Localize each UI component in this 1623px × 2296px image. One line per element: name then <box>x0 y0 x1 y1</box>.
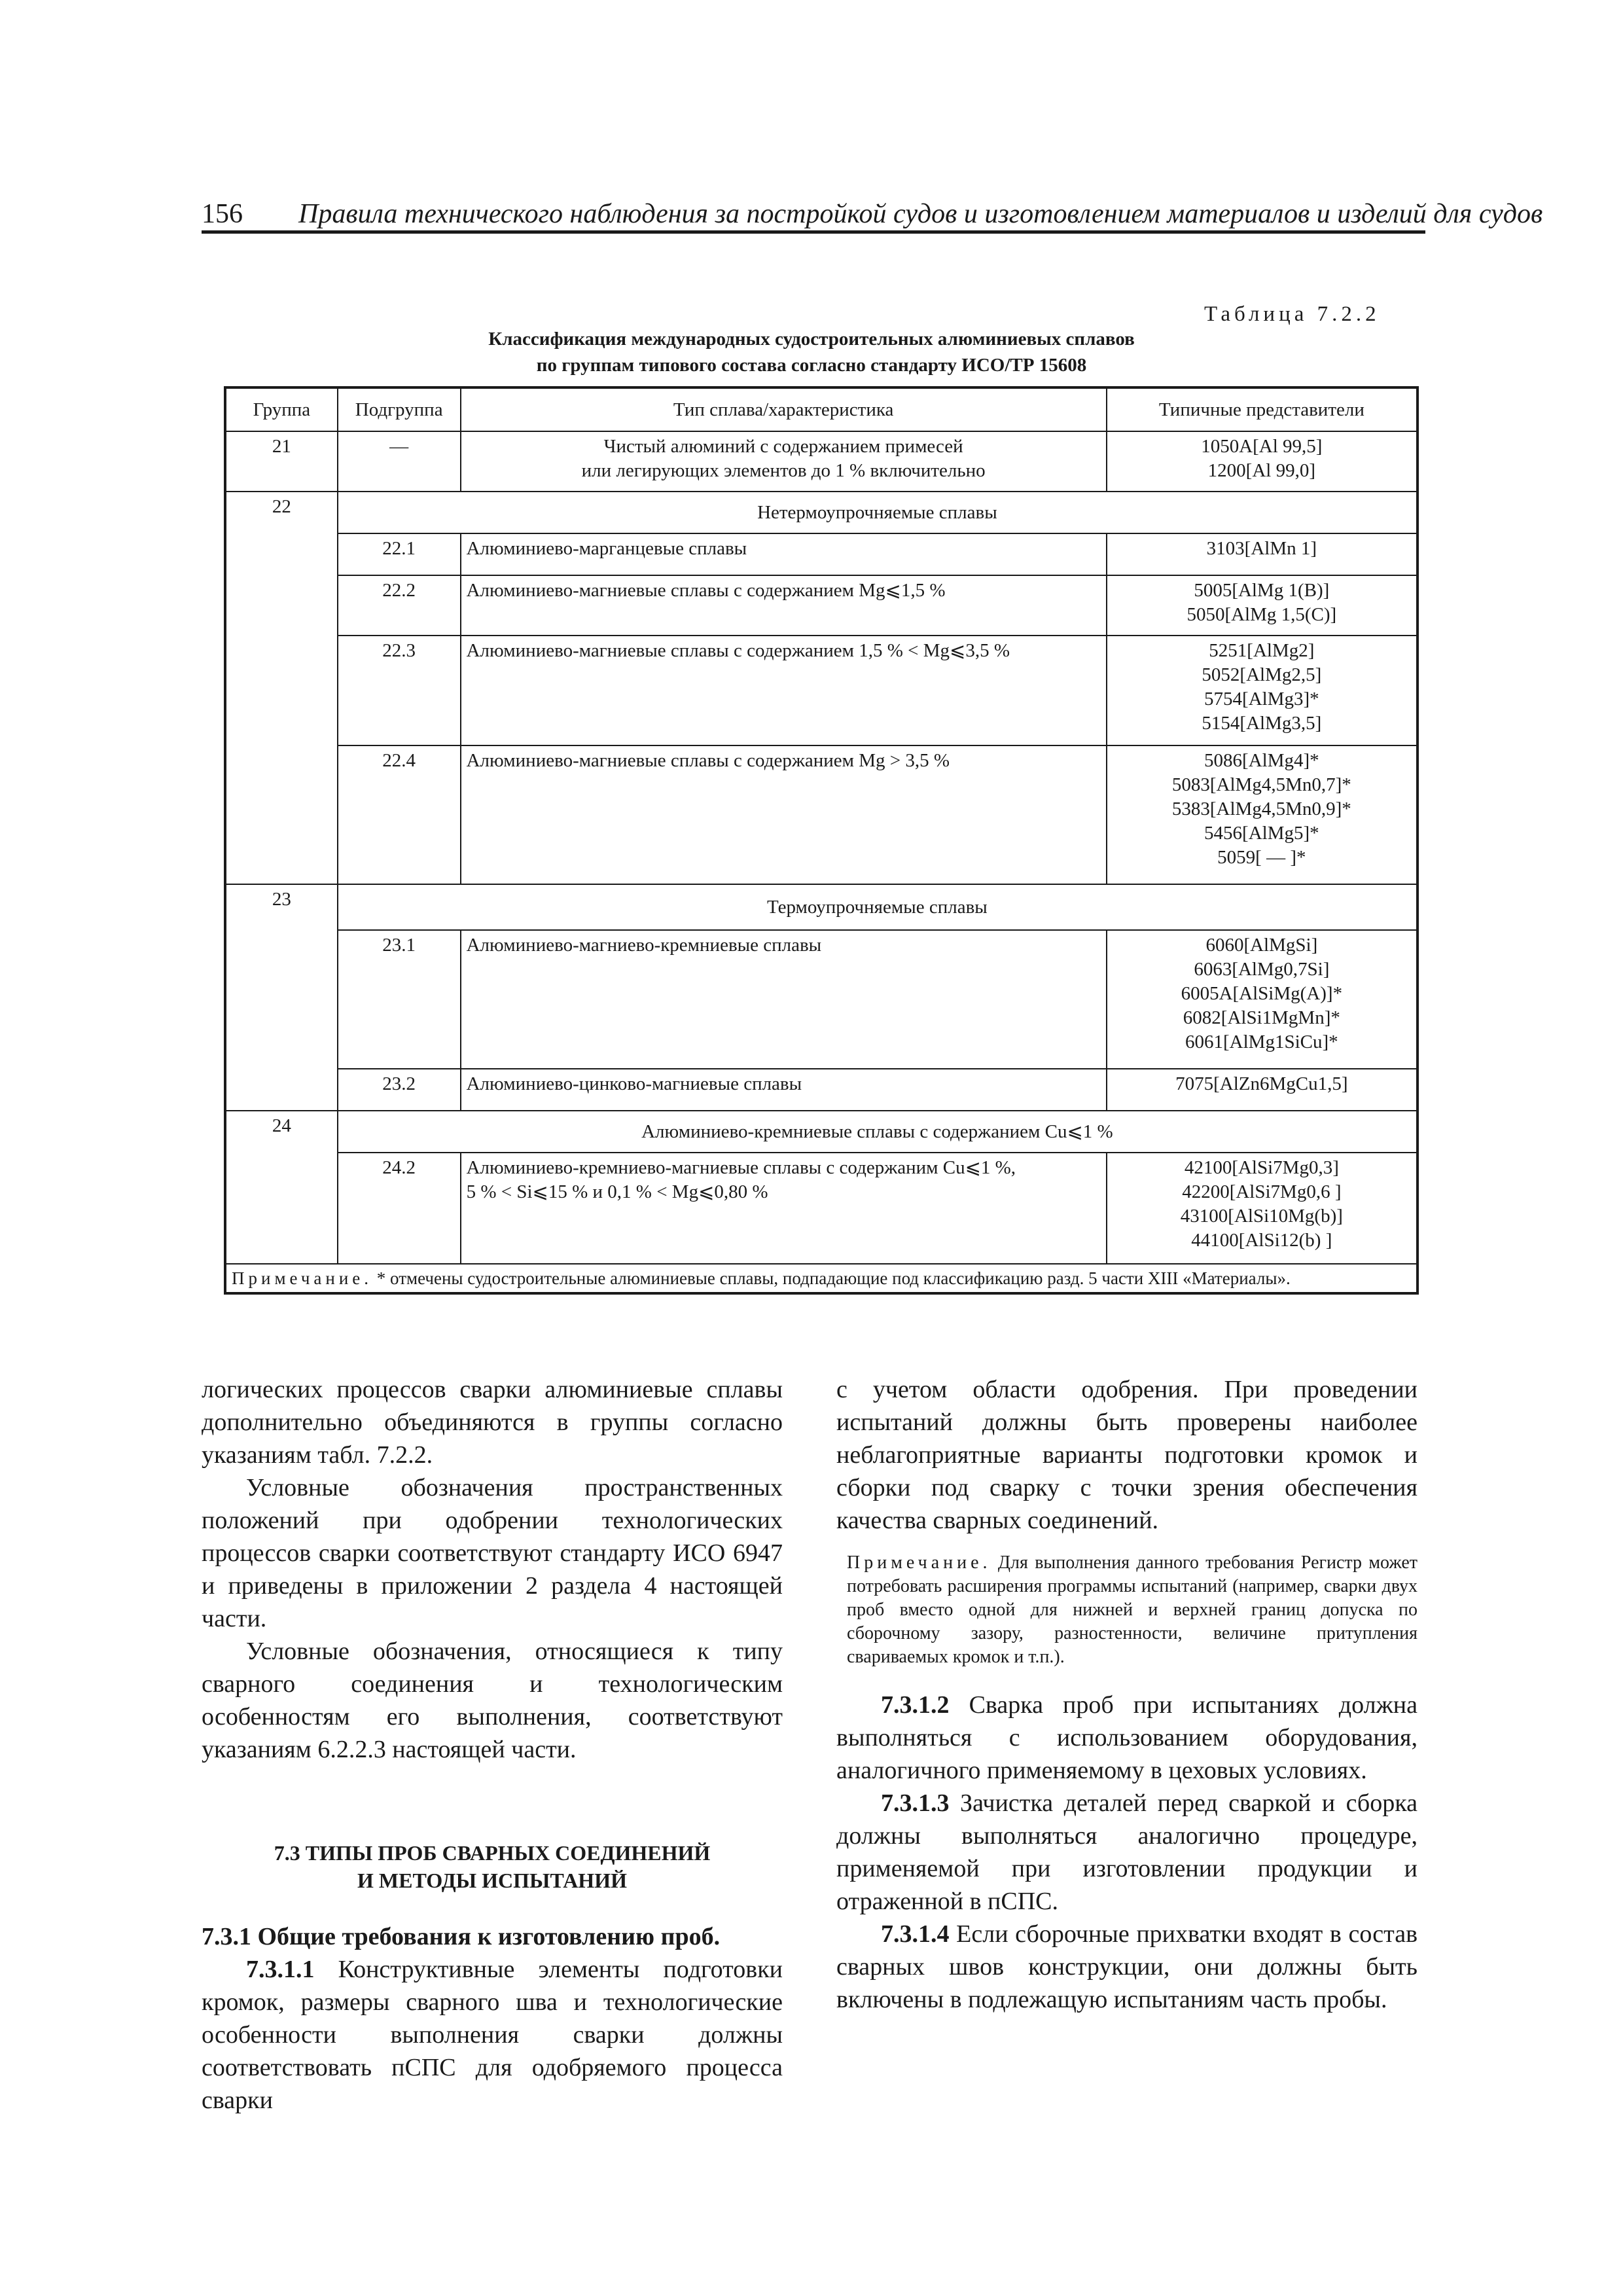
representative: 1200[Al 99,0] <box>1207 460 1315 481</box>
paragraph: логических процессов сварки алюминиевые сплавы дополнительно объединяются в группы согласно указаниям табл. 7.2.2. <box>202 1376 783 1469</box>
representatives-cell <box>1107 1153 1418 1264</box>
representative: 6060[AlMgSi] <box>1205 935 1318 956</box>
table-header-row <box>225 387 1418 431</box>
subsection-heading: 7.3.1 Общие требования к изготовлению проб. <box>202 1923 721 1950</box>
paragraph <box>836 1689 1418 1787</box>
table-row <box>225 431 1418 492</box>
table-row <box>225 884 1418 930</box>
type-cell: Алюминиево-магниевые сплавы с содержанием 1,5 % < Mg⩽3,5 % <box>461 636 1107 745</box>
paragraph <box>202 1953 783 2117</box>
type-cell: Алюминиево-магниевые сплавы с содержанием Mg⩽1,5 % <box>461 575 1107 636</box>
representatives-cell <box>1107 431 1418 492</box>
subgroup-cell: 23.2 <box>338 1069 461 1111</box>
group-cell: 23 <box>225 884 338 1111</box>
representative: 6061[AlMg1SiCu]* <box>1185 1031 1338 1052</box>
representative: 5086[AlMg4]* <box>1204 750 1319 771</box>
note <box>836 1551 1418 1669</box>
type-line: Чистый алюминий с содержанием примесей <box>603 436 963 457</box>
representatives-cell <box>1107 533 1418 575</box>
table-note-row <box>225 1264 1418 1293</box>
type-line: Алюминиево-кремниево-магниевые сплавы с содержаним Cu⩽1 %, <box>466 1157 1016 1178</box>
representative: 42200[AlSi7Mg0,6 ] <box>1182 1181 1342 1202</box>
subgroup-cell: — <box>338 431 461 492</box>
table-note-label: Примечание. <box>232 1268 373 1288</box>
representative: 5383[AlMg4,5Mn0,9]* <box>1171 798 1351 819</box>
representative: 6005A[AlSiMg(A)]* <box>1181 983 1343 1004</box>
subgroup-cell: 22.3 <box>338 636 461 745</box>
representative: 43100[AlSi10Mg(b)] <box>1180 1206 1343 1227</box>
type-cell <box>461 431 1107 492</box>
group-title: Термоупрочняемые сплавы <box>338 884 1418 930</box>
type-cell <box>461 1153 1107 1264</box>
table-caption <box>288 326 1335 378</box>
paragraph: Условные обозначения пространственных положений при одобрении технологических процессов сварки соответствуют стандарту ИСО 6947 и приведены в приложении 2 раздела 4 настоящей части. <box>202 1474 783 1632</box>
section-heading-line: 7.3 ТИПЫ ПРОБ СВАРНЫХ СОЕДИНЕНИЙ <box>274 1841 711 1865</box>
running-header <box>202 198 1543 230</box>
header-type: Тип сплава/характеристика <box>461 387 1107 431</box>
representative: 5005[AlMg 1(B)] <box>1194 580 1330 601</box>
clause-number: 7.3.1.2 <box>881 1691 950 1719</box>
header-rule <box>202 230 1425 234</box>
clause-number: 7.3.1.4 <box>881 1920 950 1948</box>
clause-text: Зачистка деталей перед сваркой и сборка должны выполняться аналогично процедуре, применяемой при изготовлении продукции и отраженной в пСПС. <box>836 1789 1418 1915</box>
representative: 1050A[Al 99,5] <box>1201 436 1323 457</box>
paragraph: Условные обозначения, относящиеся к типу сварного соединения и технологическим особенностям его выполнения, соответствуют указаниям 6.2.2.3 настоящей части. <box>202 1638 783 1763</box>
type-cell: Алюминиево-марганцевые сплавы <box>461 533 1107 575</box>
paragraph <box>836 1918 1418 2016</box>
table-caption-line-1: Классификация международных судостроительных алюминиевых сплавов <box>488 329 1135 350</box>
header-subgroup: Подгруппа <box>338 387 461 431</box>
table-row <box>225 533 1418 575</box>
section-heading <box>202 1839 783 1894</box>
representative: 6063[AlMg0,7Si] <box>1194 959 1330 980</box>
representative: 5059[ — ]* <box>1217 847 1306 868</box>
subgroup-cell: 22.2 <box>338 575 461 636</box>
type-line: 5 % < Si⩽15 % и 0,1 % < Mg⩽0,80 % <box>466 1181 768 1202</box>
table-row <box>225 745 1418 884</box>
clause-text: Если сборочные прихватки входят в состав сварных швов конструкции, они должны быть включены в подлежащую испытаниям часть пробы. <box>836 1920 1418 2013</box>
note-label: Примечание. <box>847 1552 991 1573</box>
representatives-cell <box>1107 636 1418 745</box>
table-caption-line-2: по группам типового состава согласно стандарту ИСО/ТР 15608 <box>536 355 1087 376</box>
type-line: или легирующих элементов до 1 % включительно <box>581 460 986 481</box>
header-representatives: Типичные представители <box>1107 387 1418 431</box>
clause-text: Конструктивные элементы подготовки кромок, размеры сварного шва и технологические особенности выполнения сварки должны соответствовать пСПС для одобряемого процесса сварки <box>202 1956 783 2114</box>
note-text: Для выполнения данного требования Регистр может потребовать расширения программы испытаний (например, сварки двух проб вместо одной для нижней и верхней границ допуска по сборочному зазору, разностенности, величине притупления свариваемых кромок и т.п.). <box>847 1552 1418 1667</box>
representative: 3103[AlMn 1] <box>1206 538 1317 559</box>
representatives-cell <box>1107 1069 1418 1111</box>
representative: 5456[AlMg5]* <box>1204 823 1319 844</box>
table-label: Таблица 7.2.2 <box>1204 302 1380 326</box>
representative: 5083[AlMg4,5Mn0,7]* <box>1171 774 1351 795</box>
table-row <box>225 636 1418 745</box>
subgroup-cell: 22.4 <box>338 745 461 884</box>
table-row <box>225 1069 1418 1111</box>
representative: 5251[AlMg2] <box>1209 640 1315 661</box>
alloy-classification-table <box>224 386 1419 1295</box>
representative: 5052[AlMg2,5] <box>1202 664 1322 685</box>
group-cell: 22 <box>225 492 338 884</box>
table-row <box>225 492 1418 533</box>
clause-text: Сварка проб при испытаниях должна выполняться с использованием оборудования, аналогичного применяемому в цеховых условиях. <box>836 1691 1418 1784</box>
subgroup-cell: 24.2 <box>338 1153 461 1264</box>
table-row <box>225 1153 1418 1264</box>
type-cell: Алюминиево-магниевые сплавы с содержанием Mg > 3,5 % <box>461 745 1107 884</box>
clause-number: 7.3.1.1 <box>246 1956 315 1983</box>
representative: 6082[AlSi1MgMn]* <box>1183 1007 1340 1028</box>
representative: 5050[AlMg 1,5(C)] <box>1186 604 1337 625</box>
table-note <box>225 1264 1418 1293</box>
subgroup-cell: 23.1 <box>338 930 461 1069</box>
representative: 5154[AlMg3,5] <box>1202 713 1322 734</box>
representative: 5754[AlMg3]* <box>1204 689 1319 709</box>
group-cell: 24 <box>225 1111 338 1264</box>
representatives-cell <box>1107 745 1418 884</box>
table-row <box>225 1111 1418 1153</box>
running-title: Правила технического наблюдения за постройкой судов и изготовлением материалов и изделий для судов <box>298 199 1543 229</box>
paragraph <box>836 1787 1418 1918</box>
subgroup-cell: 22.1 <box>338 533 461 575</box>
page-number: 156 <box>202 199 243 229</box>
group-title: Нетермоупрочняемые сплавы <box>338 492 1418 533</box>
paragraph: с учетом области одобрения. При проведении испытаний должны быть проверены наиболее неблагоприятные варианты подготовки кромок и сборки под сварку с точки зрения обеспечения качества сварных соединений. <box>836 1376 1418 1534</box>
group-cell: 21 <box>225 431 338 492</box>
table-row <box>225 575 1418 636</box>
representative: 44100[AlSi12(b) ] <box>1191 1230 1332 1251</box>
type-cell: Алюминиево-цинково-магниевые сплавы <box>461 1069 1107 1111</box>
header-group: Группа <box>225 387 338 431</box>
representatives-cell <box>1107 575 1418 636</box>
table-row <box>225 930 1418 1069</box>
clause-number: 7.3.1.3 <box>881 1789 950 1817</box>
group-title: Алюминиево-кремниевые сплавы с содержанием Cu⩽1 % <box>338 1111 1418 1153</box>
representative: 7075[AlZn6MgCu1,5] <box>1175 1073 1348 1094</box>
representatives-cell <box>1107 930 1418 1069</box>
type-cell: Алюминиево-магниево-кремниевые сплавы <box>461 930 1107 1069</box>
section-heading-line: И МЕТОДЫ ИСПЫТАНИЙ <box>357 1869 627 1892</box>
left-column <box>202 1373 783 2117</box>
representative: 42100[AlSi7Mg0,3] <box>1184 1157 1339 1178</box>
table-note-text: * отмечены судостроительные алюминиевые сплавы, подпадающие под классификацию разд. 5 части XIII «Материалы». <box>376 1268 1291 1288</box>
right-column <box>836 1373 1418 2016</box>
